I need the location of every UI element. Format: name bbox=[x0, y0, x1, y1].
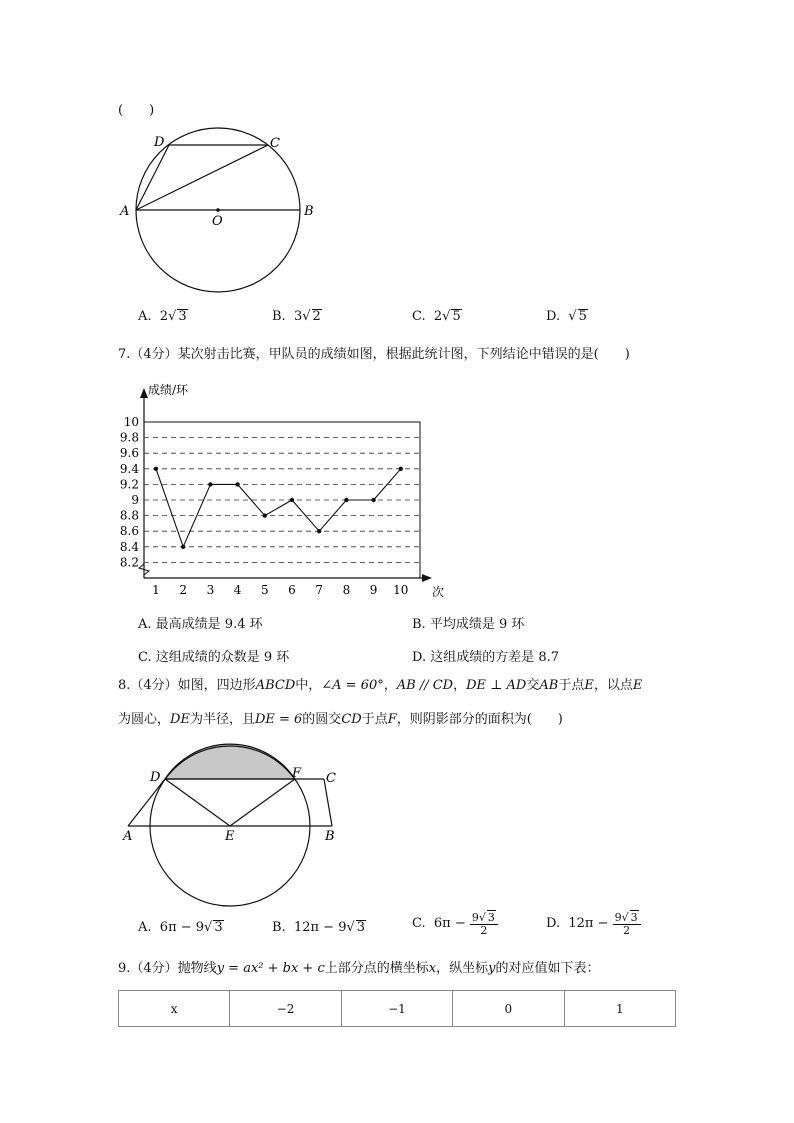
q6-center-dot bbox=[216, 208, 220, 212]
table-cell: x bbox=[119, 991, 230, 1027]
q6-option-c[interactable]: C. 2√ 5 bbox=[412, 309, 461, 324]
q7-option-a[interactable]: A. 最高成绩是 9.4 环 bbox=[138, 617, 263, 632]
q8-label-e: E bbox=[225, 829, 235, 844]
q7-stem: 7.（4分）某次射击比赛，甲队员的成绩如图，根据此统计图，下列结论中错误的是( ) bbox=[118, 347, 630, 362]
q8-option-d-fraction: $\frac{9√ 3}{2}$ bbox=[613, 910, 641, 937]
table-cell: −2 bbox=[230, 991, 341, 1027]
q8-segment-ef bbox=[230, 779, 295, 826]
table-cell: 1 bbox=[564, 991, 675, 1027]
q6-answer-bracket: ( ) bbox=[118, 103, 155, 118]
chart-y-tick-label: 8.8 bbox=[119, 508, 139, 523]
chart-data-point bbox=[344, 498, 348, 502]
chart-y-label: 成绩/环 bbox=[148, 383, 189, 397]
q8-shaded-segment bbox=[165, 744, 295, 779]
q7-option-b[interactable]: B. 平均成绩是 9 环 bbox=[412, 617, 525, 632]
q6-label-b: B bbox=[304, 204, 314, 219]
table-cell: 0 bbox=[453, 991, 564, 1027]
chart-x-tick-label: 4 bbox=[233, 583, 242, 597]
chart-data-point bbox=[181, 545, 185, 549]
chart-x-tick-label: 6 bbox=[288, 583, 296, 597]
chart-y-arrow bbox=[140, 388, 148, 398]
q6-option-a[interactable]: A. 2√ 3 bbox=[138, 309, 187, 324]
q8-segment-cb bbox=[324, 779, 332, 826]
q6-circle-figure bbox=[110, 125, 330, 305]
q8-option-a[interactable]: A. 6π − 9√ 3 bbox=[138, 920, 223, 935]
q8-label-b: B bbox=[325, 829, 335, 844]
chart-data-point bbox=[235, 482, 239, 486]
table-row bbox=[119, 991, 676, 1027]
q8-option-c-fraction: $\frac{9√ 3}{2}$ bbox=[470, 910, 498, 937]
chart-x-tick-label: 9 bbox=[369, 583, 378, 597]
q6-label-a: A bbox=[120, 204, 130, 219]
chart-series-line bbox=[156, 469, 401, 547]
chart-y-tick-label: 9 bbox=[131, 493, 139, 507]
table-cell: −1 bbox=[341, 991, 452, 1027]
q8-option-d[interactable]: D. 12π − $\frac{9√ 3}{2}$ bbox=[546, 910, 641, 937]
chart-data-point bbox=[154, 467, 158, 471]
q8-option-c[interactable]: C. 6π − $\frac{9√ 3}{2}$ bbox=[412, 910, 498, 937]
q6-label-o: O bbox=[212, 214, 223, 229]
q6-label-c: C bbox=[270, 136, 280, 151]
chart-y-tick-label: 8.2 bbox=[119, 555, 139, 570]
chart-data-point bbox=[317, 529, 321, 533]
q6-segment-ac bbox=[136, 145, 268, 210]
q7-line-chart bbox=[110, 378, 460, 608]
q8-segment-de bbox=[165, 779, 230, 826]
chart-y-tick-label: 9.6 bbox=[119, 446, 139, 461]
chart-x-tick-label: 7 bbox=[315, 583, 324, 597]
chart-y-tick-label: 8.4 bbox=[119, 539, 139, 554]
q9-stem: 9.（4分）抛物线y = ax² + bx + c上部分点的横坐标x，纵坐标y的对应值如下表： bbox=[118, 961, 600, 976]
q7-option-c[interactable]: C. 这组成绩的众数是 9 环 bbox=[138, 650, 290, 665]
q6-segment-ad bbox=[136, 145, 169, 210]
q6-option-d[interactable]: D. √ 5 bbox=[546, 309, 587, 324]
chart-x-tick-label: 10 bbox=[393, 583, 409, 597]
chart-x-tick-label: 8 bbox=[342, 583, 351, 597]
chart-data-point bbox=[371, 498, 375, 502]
chart-y-tick-label: 10 bbox=[123, 415, 139, 429]
chart-x-tick-label: 3 bbox=[206, 583, 215, 597]
q8-segment-ad bbox=[128, 779, 165, 826]
chart-data-point bbox=[290, 498, 294, 502]
q8-stem-line2: 为圆心，DE为半径，且DE = 6的圆交CD于点F，则阴影部分的面积为( ) bbox=[118, 712, 563, 727]
chart-x-arrow bbox=[422, 574, 432, 582]
q6-label-d: D bbox=[154, 135, 165, 150]
q8-label-d: D bbox=[150, 770, 161, 785]
q8-figure bbox=[116, 738, 346, 908]
chart-axes bbox=[139, 388, 432, 582]
q9-value-table bbox=[118, 990, 676, 1027]
chart-data-point bbox=[263, 513, 267, 517]
chart-x-tick-label: 5 bbox=[260, 583, 269, 597]
chart-y-tick-label: 9.2 bbox=[119, 477, 139, 492]
q8-stem-line1: 8.（4分）如图，四边形ABCD中，∠A = 60°，AB // CD，DE ⊥ AD交AB于点E，以点E bbox=[118, 678, 643, 693]
chart-y-tick-label: 9.8 bbox=[119, 430, 139, 445]
chart-x-label: 次 bbox=[432, 585, 445, 599]
q8-option-b[interactable]: B. 12π − 9√ 3 bbox=[272, 920, 366, 935]
chart-y-tick-label: 8.6 bbox=[119, 524, 139, 539]
chart-data-point bbox=[399, 467, 403, 471]
chart-data-point bbox=[208, 482, 212, 486]
chart-y-tick-label: 9.4 bbox=[119, 461, 139, 476]
q8-label-a: A bbox=[123, 829, 133, 844]
q8-label-c: C bbox=[326, 771, 336, 786]
chart-x-tick-label: 1 bbox=[152, 583, 160, 597]
q6-option-b[interactable]: B. 3√ 2 bbox=[272, 309, 321, 324]
chart-x-tick-label: 2 bbox=[179, 583, 188, 597]
q8-label-f: F bbox=[292, 766, 302, 781]
q7-option-d[interactable]: D. 这组成绩的方差是 8.7 bbox=[412, 650, 560, 665]
